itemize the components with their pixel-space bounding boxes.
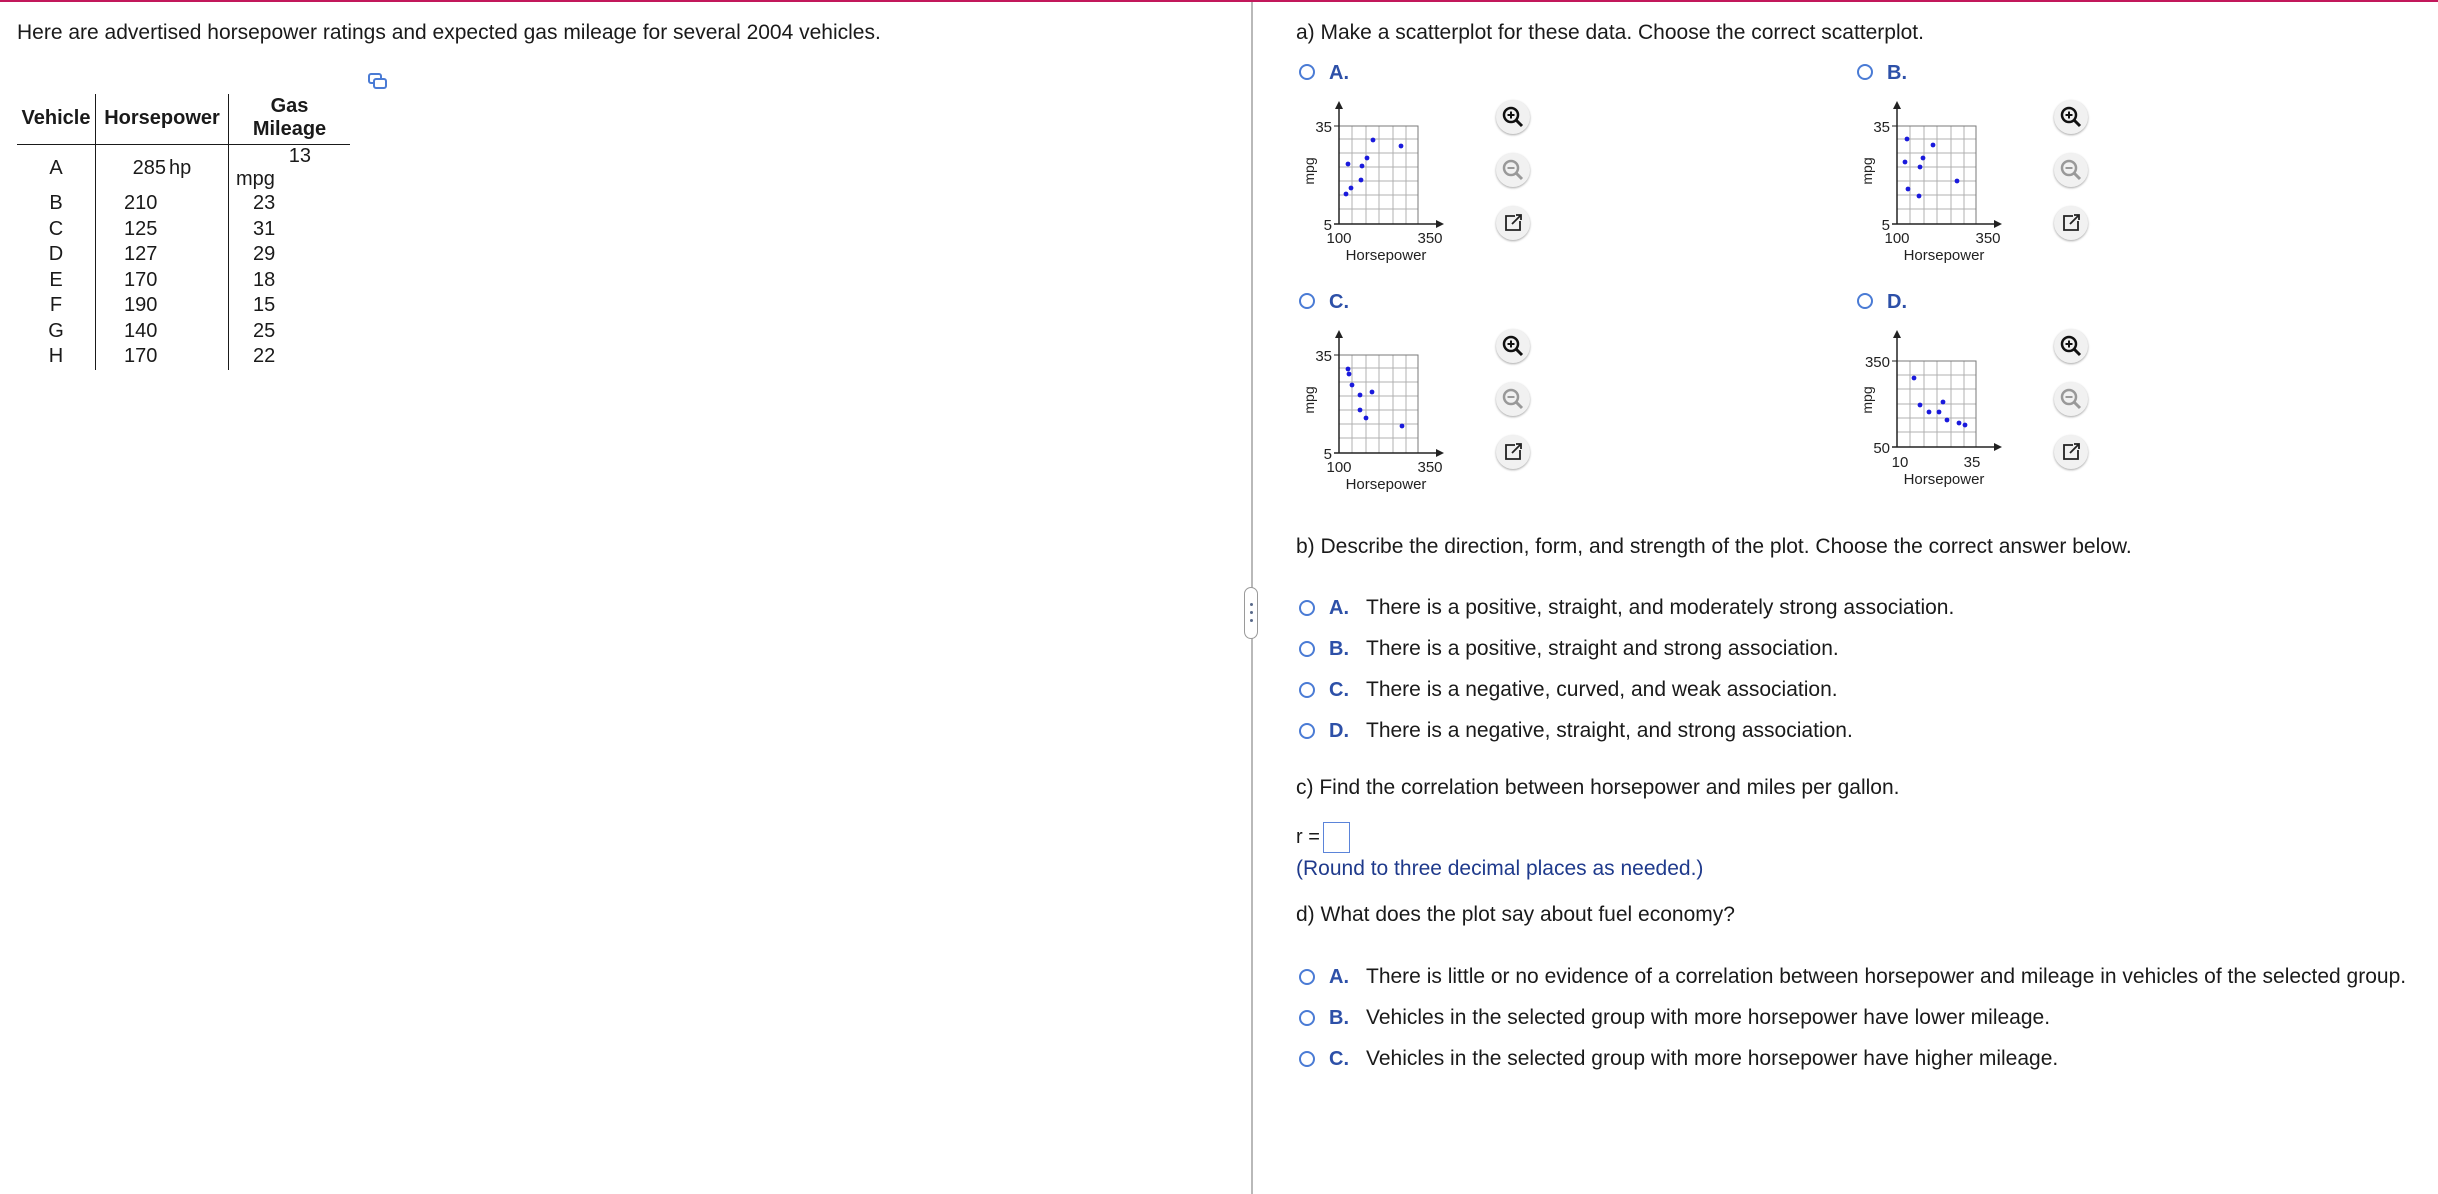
option-c-zoom-out-button[interactable] [1496, 382, 1530, 416]
header-vehicle: Vehicle [17, 94, 96, 145]
y-min-label: 50 [1873, 440, 1890, 457]
table-header-row [17, 94, 350, 145]
data-point [1927, 410, 1932, 415]
part-d-option-b-text: Vehicles in the selected group with more horsepower have lower mileage. [1366, 1006, 2051, 1029]
data-point [1937, 410, 1942, 415]
part-a-question: a) Make a scatterplot for these data. Choose the correct scatterplot. [1296, 21, 1924, 44]
rounding-hint: (Round to three decimal places as needed.) [1296, 857, 1704, 880]
vehicle-data-table [17, 94, 350, 370]
copy-table-icon[interactable] [368, 72, 388, 97]
part-a-option-d-radio[interactable] [1857, 293, 1873, 309]
data-point [1917, 194, 1922, 199]
part-b-option-b-text: There is a positive, straight and strong association. [1366, 637, 1839, 660]
option-a-zoom-in-button[interactable] [1496, 100, 1530, 134]
popout-icon [2054, 435, 2088, 469]
plot-grid [1339, 126, 1418, 224]
x-axis-label: Horsepower [1903, 247, 1985, 264]
cell-vehicle: E [17, 268, 96, 294]
part-d-option-b-radio[interactable] [1299, 1010, 1315, 1026]
cell-vehicle: G [17, 319, 96, 345]
part-b-option-a-radio[interactable] [1299, 600, 1315, 616]
data-point [1371, 138, 1376, 143]
part-d-option-a-text: There is little or no evidence of a correlation between horsepower and mileage in vehicles of the selected group. [1366, 965, 2407, 988]
y-max-label: 35 [1873, 119, 1890, 136]
y-axis-arrow [1893, 101, 1901, 109]
part-b-option-c-radio[interactable] [1299, 682, 1315, 698]
data-point [1921, 156, 1926, 161]
data-point [1364, 416, 1369, 421]
table-row [17, 217, 350, 243]
zoom-out-icon [2054, 382, 2088, 416]
question-pane [1254, 2, 2438, 1194]
data-point [1399, 144, 1404, 149]
y-axis-arrow [1335, 330, 1343, 338]
correlation-input[interactable] [1323, 822, 1350, 853]
data-point [1945, 418, 1950, 423]
part-b-option-b-letter: B. [1329, 638, 1349, 660]
option-a-zoom-out-button[interactable] [1496, 153, 1530, 187]
cell-gas-mileage: 25 [253, 319, 276, 342]
table-row [17, 319, 350, 345]
zoom-in-icon [2054, 100, 2088, 134]
plot-grid [1339, 355, 1418, 453]
y-axis-arrow [1335, 101, 1343, 109]
cell-gas-mileage: 29 [253, 243, 276, 266]
cell-horsepower: 127 [96, 242, 229, 268]
option-d-zoom-in-button[interactable] [2054, 329, 2088, 363]
cell-gas-mileage: 23 [253, 192, 276, 215]
y-max-label: 350 [1864, 354, 1890, 371]
data-point [1955, 179, 1960, 184]
x-axis-label: Horsepower [1903, 471, 1985, 488]
plot-grid [1897, 361, 1976, 447]
header-horsepower: Horsepower [96, 94, 229, 145]
header-gas-mileage: Gas Mileage [229, 94, 351, 145]
data-point [1350, 383, 1355, 388]
cell-horsepower: 170 [96, 268, 229, 294]
data-point [1918, 165, 1923, 170]
x-axis-arrow [1994, 220, 2002, 228]
option-b-zoom-in-button[interactable] [2054, 100, 2088, 134]
cell-gas-mileage: 31 [253, 217, 276, 240]
data-point [1360, 164, 1365, 169]
cell-horsepower: 190 [96, 293, 229, 319]
table-row [17, 344, 350, 370]
cell-gas-mileage: 22 [253, 345, 276, 368]
table-row [17, 191, 350, 217]
y-axis-arrow [1893, 330, 1901, 338]
data-point [1359, 178, 1364, 183]
part-d-question: d) What does the plot say about fuel economy? [1296, 903, 1735, 926]
scatterplot-option-d [1859, 324, 2024, 499]
option-d-zoom-out-button[interactable] [2054, 382, 2088, 416]
part-b-option-d-text: There is a negative, straight, and strong association. [1366, 719, 1853, 742]
option-b-zoom-out-button[interactable] [2054, 153, 2088, 187]
option-d-popout-button[interactable] [2054, 435, 2088, 469]
data-point [1918, 403, 1923, 408]
cell-horsepower: 285 hp [96, 145, 229, 192]
scatterplot-option-a [1301, 95, 1466, 270]
table-row [17, 242, 350, 268]
data-point [1931, 143, 1936, 148]
cell-vehicle: A [17, 145, 96, 192]
part-b-option-a-text: There is a positive, straight, and moderately strong association. [1366, 596, 1955, 619]
part-a-option-c-letter: C. [1329, 291, 1349, 313]
part-d-option-c-letter: C. [1329, 1048, 1349, 1070]
x-axis-arrow [1994, 443, 2002, 451]
x-axis-arrow [1436, 220, 1444, 228]
part-a-option-a-letter: A. [1329, 62, 1349, 84]
data-point [1365, 156, 1370, 161]
option-b-popout-button[interactable] [2054, 206, 2088, 240]
part-d-option-b-letter: B. [1329, 1007, 1349, 1029]
scatterplot-option-c [1301, 324, 1466, 499]
zoom-out-icon [1496, 153, 1530, 187]
part-a-option-d-letter: D. [1887, 291, 1907, 313]
zoom-in-icon [2054, 329, 2088, 363]
x-axis-label: Horsepower [1345, 247, 1427, 264]
x-min-label: 10 [1891, 454, 1909, 471]
option-c-popout-button[interactable] [1496, 435, 1530, 469]
cell-vehicle: F [17, 293, 96, 319]
y-max-label: 35 [1315, 348, 1332, 365]
y-axis-label: mpg [1859, 157, 1875, 185]
part-b-option-b-radio[interactable] [1299, 641, 1315, 657]
x-axis-label: Horsepower [1345, 476, 1427, 493]
cell-vehicle: B [17, 191, 96, 217]
data-point [1905, 137, 1910, 142]
part-a-option-b-radio[interactable] [1857, 64, 1873, 80]
cell-horsepower: 125 [96, 217, 229, 243]
option-c-zoom-in-button[interactable] [1496, 329, 1530, 363]
data-point [1906, 187, 1911, 192]
data-point [1941, 400, 1946, 405]
data-point [1370, 390, 1375, 395]
part-d-option-a-letter: A. [1329, 966, 1349, 988]
x-max-label: 350 [1417, 459, 1443, 476]
data-point [1358, 393, 1363, 398]
data-point [1346, 162, 1351, 167]
zoom-out-icon [1496, 382, 1530, 416]
zoom-out-icon [2054, 153, 2088, 187]
part-b-question: b) Describe the direction, form, and strength of the plot. Choose the correct answer below. [1296, 535, 2132, 558]
data-point [1358, 408, 1363, 413]
data-point [1957, 421, 1962, 426]
part-b-option-d-letter: D. [1329, 720, 1349, 742]
data-point [1912, 376, 1917, 381]
data-point [1346, 367, 1351, 372]
scatterplot-option-b [1859, 95, 2024, 270]
zoom-in-icon [1496, 329, 1530, 363]
popout-icon [2054, 206, 2088, 240]
part-a-option-b-letter: B. [1887, 62, 1907, 84]
part-b-option-c-letter: C. [1329, 679, 1349, 701]
data-point [1400, 424, 1405, 429]
cell-horsepower: 170 [96, 344, 229, 370]
data-point [1903, 160, 1908, 165]
popout-icon [1496, 435, 1530, 469]
x-axis-arrow [1436, 449, 1444, 457]
table-row [17, 145, 350, 192]
option-a-popout-button[interactable] [1496, 206, 1530, 240]
part-a-option-c-radio[interactable] [1299, 293, 1315, 309]
r-label: r = [1296, 826, 1320, 848]
table-row [17, 268, 350, 294]
cell-gas-mileage: 18 [253, 268, 276, 291]
y-min-label: 5 [1323, 446, 1332, 463]
part-b-option-d-radio[interactable] [1299, 723, 1315, 739]
cell-gas-mileage: 15 [253, 294, 276, 317]
x-min-label: 100 [1884, 230, 1910, 247]
popout-icon [1496, 206, 1530, 240]
data-point [1963, 423, 1968, 428]
y-min-label: 5 [1323, 217, 1332, 234]
part-d-option-c-text: Vehicles in the selected group with more horsepower have higher mileage. [1366, 1047, 2059, 1070]
y-axis-label: mpg [1301, 386, 1317, 414]
cell-vehicle: C [17, 217, 96, 243]
data-point [1349, 186, 1354, 191]
cell-vehicle: D [17, 242, 96, 268]
cell-horsepower: 140 [96, 319, 229, 345]
x-min-label: 100 [1326, 230, 1352, 247]
x-max-label: 350 [1417, 230, 1443, 247]
data-pane [0, 2, 1250, 1194]
data-point [1347, 372, 1352, 377]
part-b-option-c-text: There is a negative, curved, and weak association. [1366, 678, 1838, 701]
x-max-label: 35 [1963, 454, 1981, 471]
y-axis-label: mpg [1301, 157, 1317, 185]
y-min-label: 5 [1881, 217, 1890, 234]
cell-gas-mileage: 13mpg [236, 145, 311, 190]
table-row [17, 293, 350, 319]
part-d-option-a-radio[interactable] [1299, 969, 1315, 985]
y-max-label: 35 [1315, 119, 1332, 136]
part-a-option-a-radio[interactable] [1299, 64, 1315, 80]
cell-vehicle: H [17, 344, 96, 370]
data-point [1344, 192, 1349, 197]
zoom-in-icon [1496, 100, 1530, 134]
part-d-option-c-radio[interactable] [1299, 1051, 1315, 1067]
part-b-option-a-letter: A. [1329, 597, 1349, 619]
x-max-label: 350 [1975, 230, 2001, 247]
part-c-question: c) Find the correlation between horsepower and miles per gallon. [1296, 776, 1900, 799]
intro-text: Here are advertised horsepower ratings and expected gas mileage for several 2004 vehicles. [17, 21, 881, 44]
plot-grid [1897, 126, 1976, 224]
x-min-label: 100 [1326, 459, 1352, 476]
y-axis-label: mpg [1859, 386, 1875, 414]
cell-horsepower: 210 [96, 191, 229, 217]
